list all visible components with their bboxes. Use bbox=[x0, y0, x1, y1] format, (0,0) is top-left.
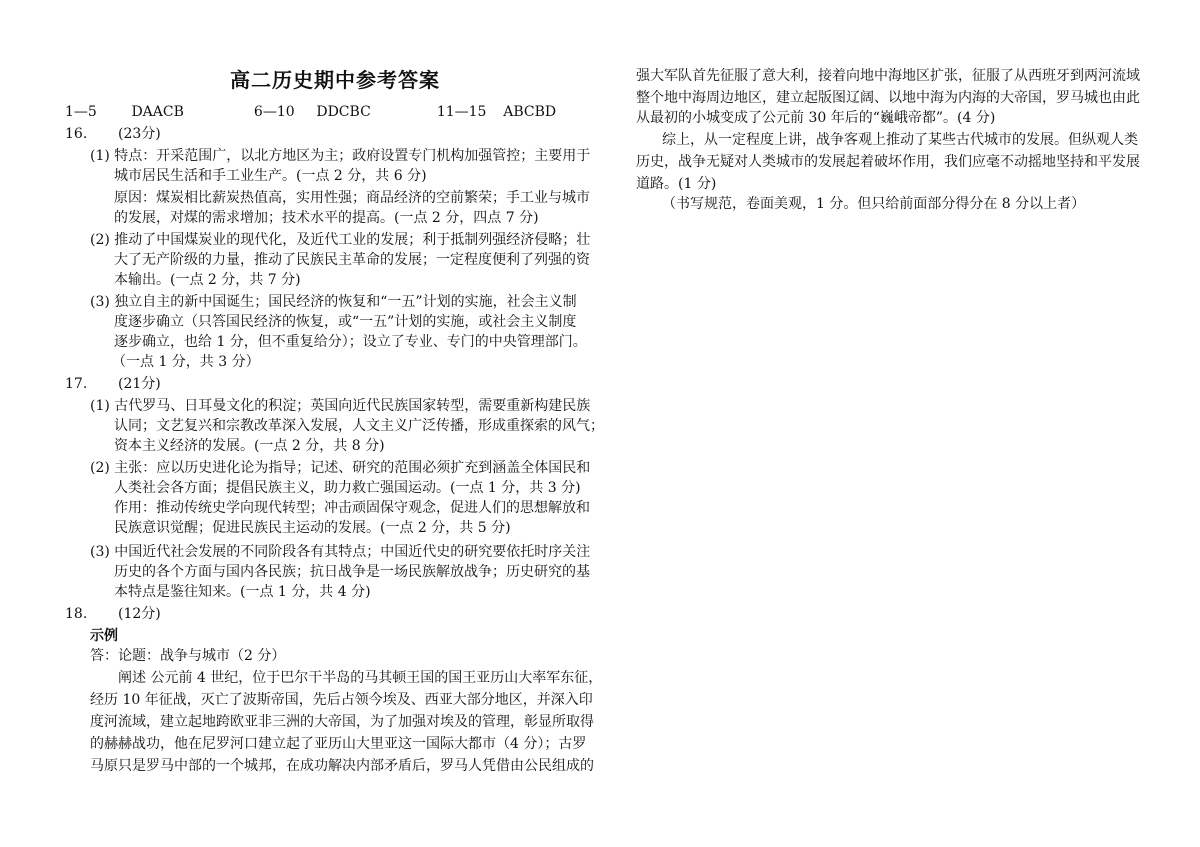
q17-p3-line: 本特点是鉴往知来。(一点 1 分，共 4 分) bbox=[114, 584, 371, 600]
q18-note: （书写规范，卷面美观，1 分。但只给前面部分得分在 8 分以上者） bbox=[662, 196, 1086, 212]
q16-p2-line: 大了无产阶级的力量，推动了民族民主革命的发展；一定程度便利了列强的资 bbox=[114, 252, 590, 268]
mc-range-3: 11—15 bbox=[436, 104, 487, 120]
q16-p2-line: 本输出。(一点 2 分，共 7 分) bbox=[114, 272, 301, 288]
q17-p3-line: 历史的各个方面与国内各民族；抗日战争是一场民族解放战争；历史研究的基 bbox=[114, 564, 590, 580]
q16-p2-line: (2) 推动了中国煤炭业的现代化，及近代工业的发展；利于抵制列强经济侵略；壮 bbox=[90, 232, 591, 248]
mc-answers-3: ABCBD bbox=[503, 104, 557, 120]
mc-range-2: 6—10 bbox=[253, 104, 295, 120]
mc-range-1: 1—5 bbox=[65, 104, 97, 120]
q17-score: (21分) bbox=[118, 376, 161, 392]
q17-p2-line: 人类社会各方面；提倡民族主义，助力救亡强国运动。(一点 1 分，共 3 分) bbox=[114, 480, 581, 496]
q16-score: (23分) bbox=[118, 126, 161, 142]
q16-number: 16. bbox=[65, 126, 88, 142]
q17-p2-line: (2) 主张：应以历史进化论为指导；记述、研究的范围必须扩充到涵盖全体国民和 bbox=[90, 460, 591, 476]
q17-p1-line: 认同；文艺复兴和宗教改革深入发展，人文主义广泛传播，形成重探索的风气； bbox=[114, 418, 604, 434]
q16-p3-line: 逐步确立，也给 1 分，但不重复给分）；设立了专业、专门的中央管理部门。 bbox=[114, 334, 587, 350]
q17-p1-line: 资本主义经济的发展。(一点 2 分，共 8 分) bbox=[114, 438, 385, 454]
q16-p1-line: 城市居民生活和手工业生产。(一点 2 分，共 6 分) bbox=[114, 168, 427, 184]
q16-p3-line: （一点 1 分，共 3 分） bbox=[112, 354, 260, 370]
q18-number: 18. bbox=[65, 606, 88, 622]
q16-p3-line: (3) 独立自主的新中国诞生；国民经济的恢复和“一五”计划的实施，社会主义制 bbox=[90, 294, 577, 310]
mc-answers-2: DDCBC bbox=[316, 104, 371, 120]
q17-p2-line: 民族意识觉醒；促进民族民主运动的发展。(一点 2 分，共 5 分) bbox=[114, 520, 511, 536]
q17-p2-line: 作用：推动传统史学向现代转型；冲击顽固保守观念，促进人们的思想解放和 bbox=[114, 500, 590, 516]
q18-body-line: 度河流域，建立起地跨欧亚非三洲的大帝国，为了加强对埃及的管理，彰显所取得 bbox=[90, 714, 594, 730]
q18-body-line: 经历 10 年征战，灭亡了波斯帝国，先后占领今埃及、西亚大部分地区，并深入印 bbox=[90, 692, 593, 708]
q16-p1-line: 原因：煤炭相比薪炭热值高，实用性强；商品经济的空前繁荣；手工业与城市 bbox=[114, 190, 590, 206]
q18-body-line: 阐述 公元前 4 世纪，位于巴尔干半岛的马其顿王国的国王亚历山大率军东征， bbox=[118, 670, 603, 686]
q17-number: 17. bbox=[65, 376, 88, 392]
q18-summary-line: 综上，从一定程度上讲，战争客观上推动了某些古代城市的发展。但纵观人类 bbox=[662, 132, 1138, 148]
q18-example-label: 示例 bbox=[90, 628, 118, 644]
q18-cont-line: 强大军队首先征服了意大利，接着向地中海地区扩张，征服了从西班牙到两河流域 bbox=[636, 68, 1140, 84]
q17-p3-line: (3) 中国近代社会发展的不同阶段各有其特点；中国近代史的研究要依托时序关注 bbox=[90, 544, 591, 560]
q18-cont-line: 从最初的小城变成了公元前 30 年后的“巍峨帝都”。(4 分) bbox=[636, 110, 996, 126]
q18-topic: 答：论题：战争与城市（2 分） bbox=[90, 648, 286, 664]
q16-p1-line: (1) 特点：开采范围广，以北方地区为主；政府设置专门机构加强管控；主要用于 bbox=[90, 148, 591, 164]
q18-summary-line: 道路。(1 分) bbox=[636, 176, 717, 192]
q18-score: (12分) bbox=[118, 606, 161, 622]
q18-body-line: 马原只是罗马中部的一个城邦，在成功解决内部矛盾后，罗马人凭借由公民组成的 bbox=[90, 758, 594, 774]
page-title: 高二历史期中参考答案 bbox=[230, 68, 440, 92]
mc-answer-row bbox=[65, 102, 556, 122]
q16-p1-line: 的发展，对煤的需求增加；技术水平的提高。(一点 2 分，四点 7 分) bbox=[114, 210, 539, 226]
q18-body-line: 的赫赫战功，他在尼罗河口建立起了亚历山大里亚这一国际大都市（4 分）；古罗 bbox=[90, 736, 587, 752]
q17-p1-line: (1) 古代罗马、日耳曼文化的积淀；英国向近代民族国家转型，需要重新构建民族 bbox=[90, 398, 591, 414]
q18-cont-line: 整个地中海周边地区，建立起版图辽阔、以地中海为内海的大帝国，罗马城也由此 bbox=[636, 90, 1140, 106]
mc-answers-1: DAACB bbox=[131, 104, 184, 120]
q18-summary-line: 历史，战争无疑对人类城市的发展起着破坏作用，我们应毫不动摇地坚持和平发展 bbox=[636, 154, 1140, 170]
q16-p3-line: 度逐步确立（只答国民经济的恢复，或“一五”计划的实施，或社会主义制度 bbox=[114, 314, 577, 330]
